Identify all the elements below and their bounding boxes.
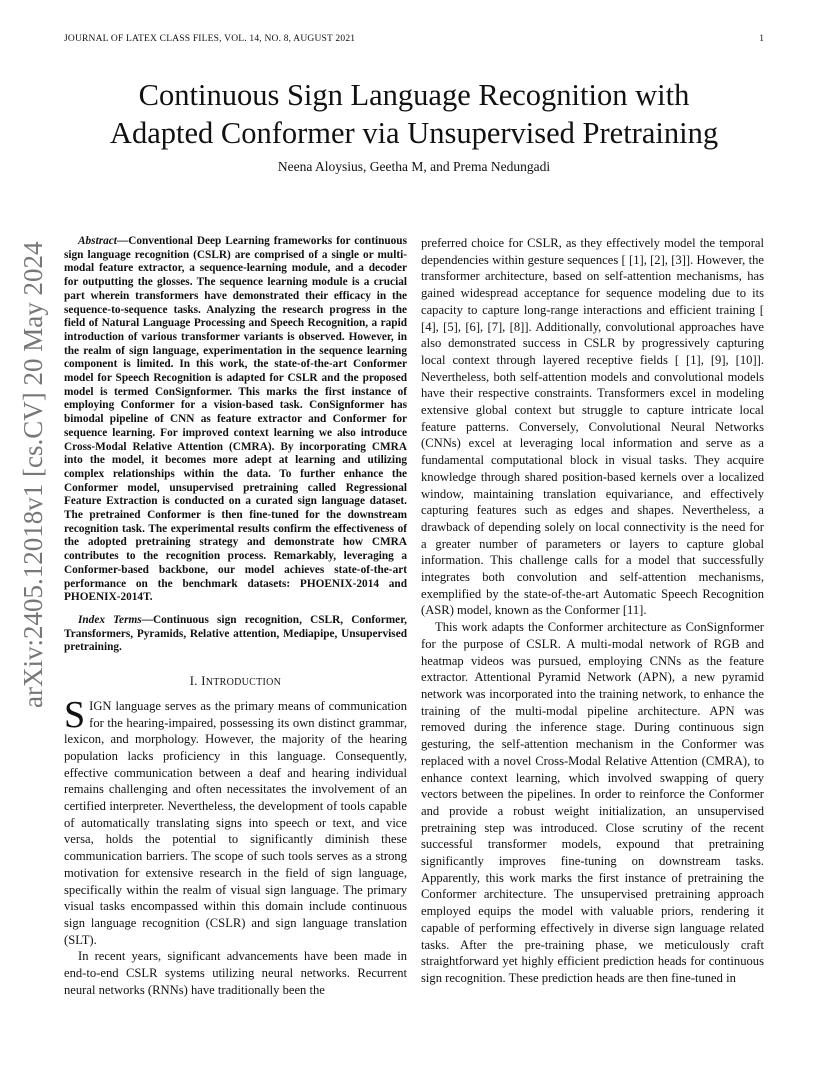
title-line-1: Continuous Sign Language Recognition with — [138, 78, 690, 112]
right-column — [421, 235, 764, 987]
intro-paragraph-2-continued: preferred choice for CSLR, as they effectively model the temporal dependencies within gesture sequences [ [1], [2], [3]]. However, the transformer architecture, based on self-attention mechanisms, has gained widespread acceptance for sequence modeling due to its capacity to capture long-range interactions and efficient training [ [4], [5], [6], [7], [8]]. Additionally, convolutional approaches have also demonstrated success in CSLR by progressively capturing local context through layered receptive fields [ [1], [9], [10]]. Nevertheless, both self-attention models and convolutional models have their respective constraints. Transformers excel in modeling extensive global context but struggle to capture intricate local feature patterns. Conversely, Convolutional Neural Networks (CNNs) excel at leveraging local information and serve as a fundamental computational block in visual tasks. They acquire knowledge through shared position-based kernels over a localized window, maintaining translation equivariance, and effectively capturing features such as edges and shapes. Nevertheless, a drawback of depending solely on local connectivity is the need for a greater number of parameters or layers to capture global information. This challenge calls for a model that successfully integrates both convolution and self-attention mechanisms, exemplified by the state-of-the-art Automatic Speech Recognition (ASR) model, known as the Conformer [11]. — [421, 236, 764, 618]
intro-paragraph-2: In recent years, significant advancements have been made in end-to-end CSLR systems utilizing neural networks. Recurrent neural networks (RNNs) have traditionally been the — [64, 949, 407, 997]
index-terms-label: Index Terms — [78, 613, 142, 626]
paper-title — [64, 76, 764, 152]
left-column — [64, 235, 407, 998]
intro-paragraph-1 — [64, 693, 407, 949]
arxiv-identifier: arXiv:2405.12018v1 [cs.CV] 20 May 2024 — [18, 241, 48, 708]
abstract-label: Abstract — [78, 235, 117, 247]
intro-paragraph-3: This work adapts the Conformer architecture as ConSignformer for the purpose of CSLR. A multi-modal network of RGB and heatmap videos was pursued, employing CNNs as the feature extractor. Attentional Pyramid Network (APN), a new pyramid network was incorporated into the training network, to enhance the training of the multi-modal pipeline architecture. APN was removed during the inference stage. During continuous sign gesturing, the self-attention mechanism in the Conformer was replaced with a novel Cross-Modal Relative Attention (CMRA), to enhance context learning, which involved swapping of query vectors between the pipelines. In order to reinforce the Conformer and provide a robust weight initialization, an unsupervised pretraining step was introduced. Close scrutiny of the recent successful transformer models, expound that pretraining significantly improves fine-tuning on downstream tasks. Apparently, this work marks the first instance of pretraining the Conformer architecture. The unsupervised pretraining approach employed equips the model with valuable priors, rendering it capable of performing effectively in diverse sign language related tasks. After the pre-training phase, we meticulously craft straightforward yet highly efficient prediction heads for continuous sign recognition. These prediction heads are then fine-tuned in — [421, 620, 764, 985]
index-terms — [64, 614, 407, 655]
section-number: I. — [189, 674, 202, 689]
author-list: Neena Aloysius, Geetha M, and Prema Nedungadi — [277, 159, 551, 174]
section-title-initial: I — [201, 674, 206, 689]
section-heading — [64, 673, 407, 692]
running-head: JOURNAL OF LATEX CLASS FILES, VOL. 14, NO. 8, AUGUST 2021 — [64, 34, 356, 44]
intro-paragraph-1-text: IGN language serves as the primary means of communication for the hearing-impaired, possessing its own distinct grammar, lexicon, and morphology. However, the majority of the hearing population lacks proficiency in this language. Consequently, effective communication between a deaf and hearing individual remains challenging and often necessitates the involvement of an certified interpreter. Nevertheless, the development of tools capable of automatically translating signs into speech or text, and vice versa, holds the potential to significantly diminish these communication barriers. The scope of such tools serves as a strong motivation for extensive research in the field of sign language, specifically within the realm of visual sign language. The primary visual tasks encompassed within this domain include continuous sign language recognition (CSLR) and sign language translation (SLT). — [64, 698, 407, 947]
title-line-2: Adapted Conformer via Unsupervised Pretraining — [109, 116, 719, 150]
abstract-text: —Conventional Deep Learning frameworks for continuous sign language recognition (CSLR) are comprised of a single or multi-modal feature extractor, a sequence-learning module, and a decoder for outputting the glosses. The sequence learning module is a crucial part wherein transformers have demonstrated their efficacy in the sequence-to-sequence tasks. Analyzing the research progress in the field of Natural Language Processing and Speech Recognition, a rapid introduction of various transformer variants is observed. However, in the realm of sign language, experimentation in the sequence learning component is limited. In this work, the state-of-the-art Conformer model for Speech Recognition is adapted for CSLR and the proposed model is termed ConSignformer. This marks the first instance of employing Conformer for a vision-based task. ConSignformer has bimodal pipeline of CNN as feature extractor and Conformer for sequence learning. For improved context learning we also introduce Cross-Modal Relative Attention (CMRA). By incorporating CMRA into the model, it becomes more adept at learning and utilizing complex relationships within the data. To further enhance the Conformer model, unsupervised pretraining called Regressional Feature Extraction is conducted on a curated sign language dataset. The pretrained Conformer is then fine-tuned for the downstream recognition task. The experimental results confirm the effectiveness of the adopted pretraining strategy and demonstrate how CMRA contributes to the recognition process. Remarkably, leveraging a Conformer-based backbone, our model achieves state-of-the-art performance on the benchmark datasets: PHOENIX-2014 and PHOENIX-2014T. — [64, 235, 407, 604]
page-number: 1 — [759, 34, 764, 44]
drop-cap: S — [64, 693, 86, 736]
section-title-rest: NTRODUCTION — [205, 677, 282, 689]
index-terms-text: —Continuous sign recognition, CSLR, Conformer, Transformers, Pyramids, Relative attention, Mediapipe, Unsupervised pretraining. — [64, 613, 407, 654]
abstract — [64, 235, 407, 605]
